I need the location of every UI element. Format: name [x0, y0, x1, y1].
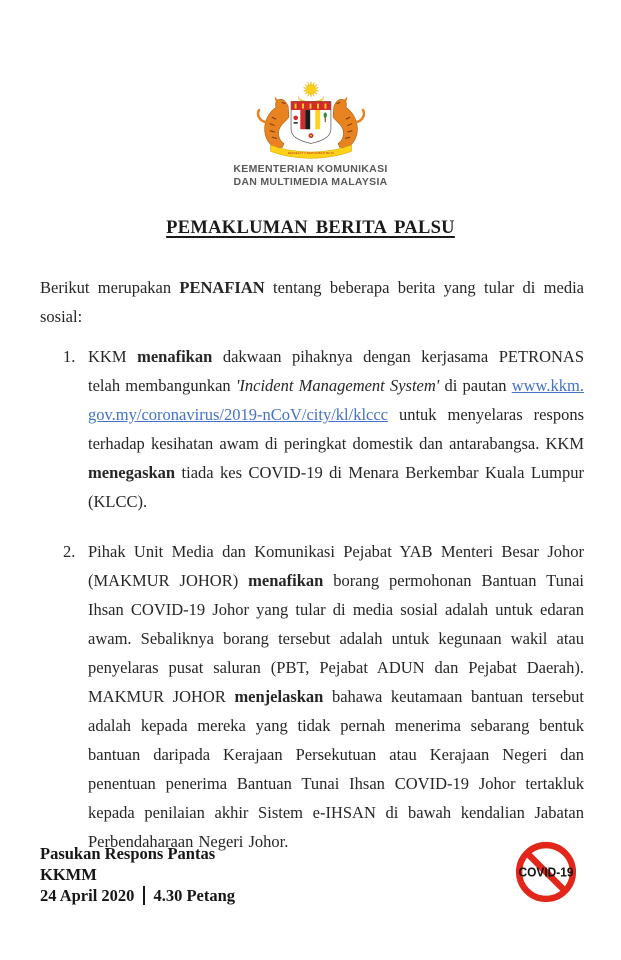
shield	[291, 101, 331, 143]
signature-time: 4.30 Petang	[153, 886, 236, 905]
text-segment: menjelaskan	[234, 687, 324, 706]
signature-team: Pasukan Respons Pantas	[40, 844, 216, 863]
signature-date: 24 April 2020	[40, 886, 135, 905]
text-segment: PENAFIAN	[179, 278, 265, 297]
ministry-name-line1: KEMENTERIAN KOMUNIKASI	[233, 163, 388, 175]
text-segment: menafikan	[248, 571, 324, 590]
list-item-2-text	[88, 537, 584, 856]
federal-star-icon	[303, 82, 318, 98]
kkm-coronavirus-link[interactable]: www.kkm.gov.my/coronavirus/2019-nCoV/city/kl/klccc	[88, 376, 584, 424]
text-segment: menafikan	[137, 347, 213, 366]
motto-text: BERSEKUTU BERTAMBAH MUTU	[287, 151, 334, 156]
document-title: PEMAKLUMAN BERITA PALSU	[166, 218, 455, 238]
date-time-divider	[143, 886, 145, 905]
signature-dateline	[40, 885, 235, 906]
text-segment: KKM	[88, 347, 138, 366]
text-segment: menegaskan	[88, 463, 176, 482]
list-number-1: 1.	[63, 347, 76, 366]
ministry-header	[0, 0, 621, 188]
ministry-name-line2: DAN MULTIMEDIA MALAYSIA	[233, 175, 388, 188]
text-segment: tiada kes COVID-19 di Menara Berkembar Kuala Lumpur (KLCC).	[88, 463, 584, 511]
list-item-1	[63, 342, 584, 516]
text-segment: untuk menyelaras respons terhadap kesihatan awam di peringkat domestik dan antarabangsa. KKM	[88, 405, 584, 453]
text-segment: Berikut merupakan	[40, 278, 180, 297]
list-item-2	[63, 537, 584, 856]
intro-paragraph	[40, 273, 584, 331]
text-segment: borang permohonan Bantuan Tunai Ihsan COVID-19 Johor yang tular di media sosial adalah untuk edaran awam. Sebaliknya borang tersebut adalah untuk kegunaan wakil atau penyelaras pusat saluran (PBT, Pejabat ADUN dan Pejabat Daerah). MAKMUR JOHOR	[88, 571, 585, 706]
text-segment: Pihak Unit Media dan Komunikasi Pejabat YAB Menteri Besar Johor (MAKMUR JOHOR)	[88, 542, 584, 590]
left-tiger-supporter	[258, 97, 289, 148]
list-number-2: 2.	[63, 542, 76, 561]
text-segment: dakwaan pihaknya dengan kerjasama PETRONAS telah membangunkan	[88, 347, 584, 395]
text-segment: di pautan	[439, 376, 512, 395]
text-segment: tentang beberapa berita yang tular di media sosial:	[40, 278, 584, 326]
signature-block	[40, 843, 235, 906]
stamp-label: COVID-19	[518, 864, 574, 880]
list-item-1-text	[88, 342, 584, 516]
text-segment: 'Incident Management System'	[235, 376, 440, 395]
malaysia-coat-of-arms-icon	[250, 78, 372, 162]
signature-org: KKMM	[40, 865, 97, 884]
text-segment: bahawa keutamaan bantuan tersebut adalah kepada mereka yang tidak pernah menerima sebarang bentuk bantuan daripada Kerajaan Persekutuan atau Kerajaan Negeri dan penentuan penerima Bantuan Tunai Ihsan COVID-19 Johor tertakluk kepada penilaian akhir Sistem e-IHSAN di bawah kendalian Jabatan Perbendaharaan Negeri Johor.	[88, 687, 584, 851]
denial-list	[63, 342, 584, 856]
no-covid19-stamp-icon	[514, 840, 578, 904]
ministry-name	[0, 163, 621, 188]
right-tiger-supporter	[333, 97, 364, 148]
